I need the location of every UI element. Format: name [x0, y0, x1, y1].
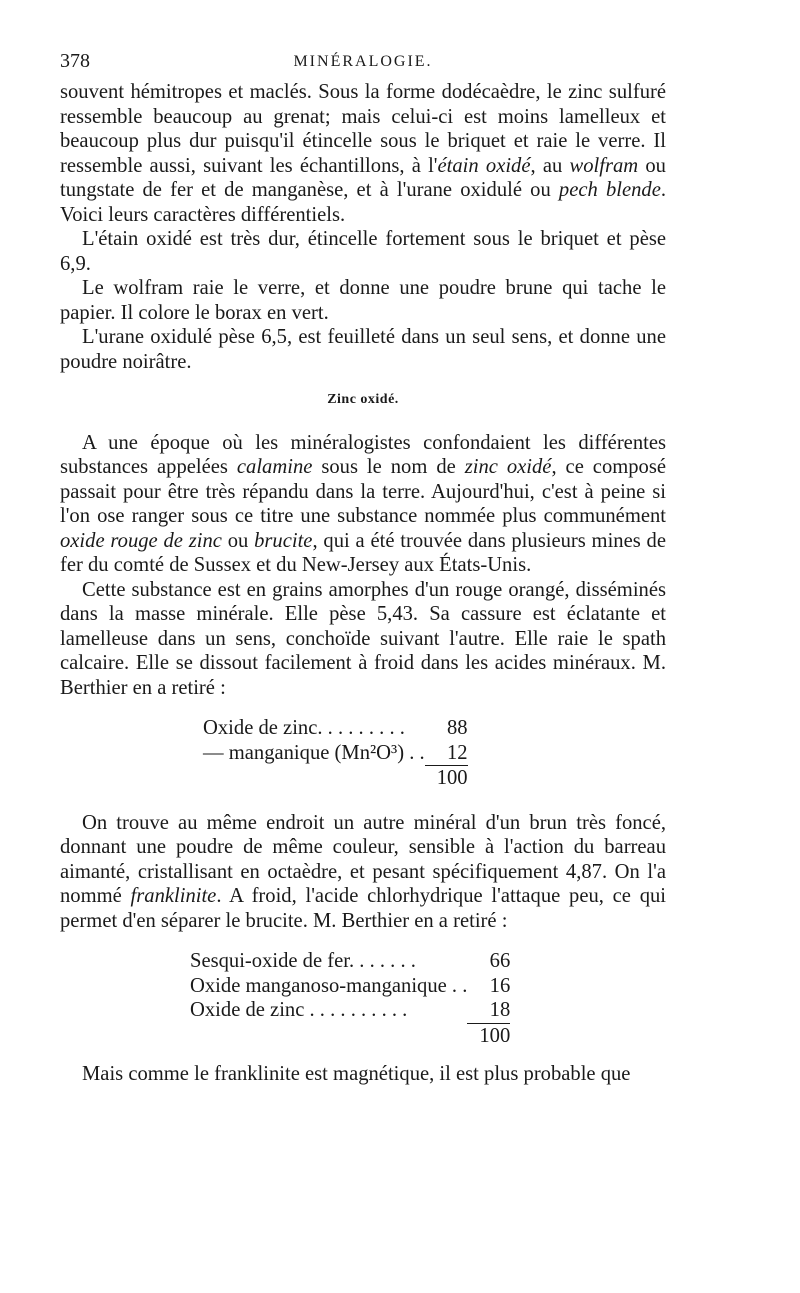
table-row [190, 949, 510, 974]
total-row [203, 766, 468, 791]
component-label: Oxide de zinc. . . . . . . . . [203, 717, 405, 739]
text-run: souvent hémitropes et maclés. Sous la forme dodécaèdre, le zinc sulfuré ressemble beaucoup au grenat; mais celui-ci est moins lamelleux et beaucoup plus dur puisqu'il étincelle sous le briquet et raie le verre. Il ressemble aussi, suivant les échantillons, à l' [60, 81, 666, 177]
component-label: Sesqui-oxide de fer. . . . . . . [190, 950, 416, 972]
component-value: 16 [489, 974, 511, 997]
italic-term: oxide rouge de zinc [60, 529, 222, 552]
text-run: , qui a été trouvée dans plusieurs mines de fer du comté de Sussex et du New-Jersey aux États-Unis. [60, 529, 666, 576]
total-value: 100 [425, 766, 468, 791]
component-value: 12 [446, 741, 468, 764]
paragraph-5 [60, 431, 666, 578]
table-row [190, 998, 510, 1023]
component-value: 66 [489, 950, 511, 972]
component-label: — manganique (Mn²O³) . . [203, 741, 425, 764]
text-run: , ce composé passait pour être très répandu dans la terre. Aujourd'hui, c'est à peine si l'on ose ranger sous ce titre une substance nommée plus communément [60, 456, 667, 527]
paragraph-8: Mais comme le franklinite est magnétique, il est plus probable que [82, 1063, 631, 1085]
total-spacer [190, 1023, 467, 1048]
text-run: ou [221, 529, 255, 552]
paragraph-1 [60, 80, 666, 227]
text-run: . A froid, l'acide chlorhydrique l'attaque peu, ce qui permet d'en séparer le brucite. M. Berthier en a retiré : [60, 885, 667, 932]
section-heading: Zinc oxidé. [327, 392, 399, 407]
italic-term: zinc oxidé [464, 456, 552, 478]
component-label: Oxide de zinc . . . . . . . . . . [190, 999, 408, 1022]
total-spacer [203, 766, 425, 791]
component-label: Oxide manganoso-manganique . . [190, 974, 468, 997]
paragraph-4: L'urane oxidulé pèse 6,5, est feuilleté dans un seul sens, et donne une poudre noirâtre. [60, 326, 666, 373]
component-value: 18 [489, 999, 511, 1021]
component-value: 88 [446, 717, 468, 739]
text-run: . Voici leurs caractères différentiels. [60, 179, 666, 226]
paragraph-6: Cette substance est en grains amorphes d'un rouge orangé, disséminés dans la masse minérale. Elle pèse 5,43. Sa cassure est éclatante et lamelleuse dans un sens, conchoïde suivant l'autre. Elle raie le spath calcaire. Elle se dissout facilement à froid dans les acides minéraux. M. Berthier en a retiré : [60, 578, 666, 699]
paragraph-2: L'étain oxidé est très dur, étincelle fortement sous le briquet et pèse 6,9. [60, 228, 666, 275]
italic-term: wolfram [569, 154, 639, 177]
page-header [60, 50, 666, 76]
paragraph-7 [60, 811, 666, 934]
text-run: ou tungstate de fer et de manganèse, et à l'urane oxidulé ou [60, 154, 666, 201]
italic-term: étain oxidé [437, 154, 531, 177]
table-row [190, 974, 510, 999]
text-run: A une époque où les minéralogistes confondaient les différentes substances appelées [60, 431, 666, 478]
page-number: 378 [60, 50, 90, 72]
running-title: MINÉRALOGIE. [293, 53, 433, 70]
table-row [203, 741, 468, 766]
italic-term: franklinite [130, 885, 217, 907]
text-run: On trouve au même endroit un autre minéral d'un brun très foncé, donnant une poudre de même couleur, sensible à l'action du barreau aimanté, cristallisant en octaèdre, et pesant spécifiquement 4,87. On l'a nommé [60, 811, 666, 907]
page-body [60, 80, 666, 1087]
text-run: , au [530, 154, 570, 177]
text-run: sous le nom de [312, 456, 465, 478]
composition-table-2 [190, 949, 510, 1048]
italic-term: pech blende [558, 179, 661, 201]
table-row [203, 716, 468, 741]
total-row [190, 1023, 510, 1048]
total-value: 100 [467, 1023, 510, 1048]
italic-term: calamine [236, 456, 313, 478]
composition-table-1 [203, 716, 468, 791]
paragraph-3: Le wolfram raie le verre, et donne une poudre brune qui tache le papier. Il colore le borax en vert. [60, 277, 666, 324]
italic-term: brucite [254, 529, 313, 552]
